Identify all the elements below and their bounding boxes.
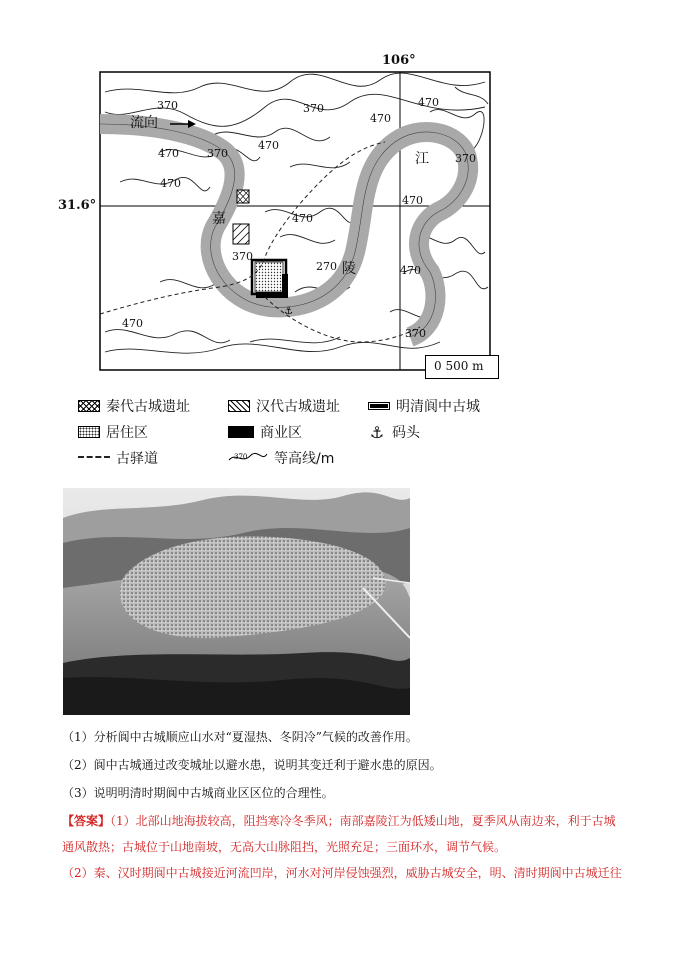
contour-label: 470 xyxy=(258,139,279,152)
answer-line-1 xyxy=(62,812,642,838)
contour-line-icon xyxy=(228,450,268,466)
contour-label: 370 xyxy=(232,250,253,263)
contour-label: 470 xyxy=(160,177,181,190)
dotted-swatch-icon xyxy=(78,426,100,438)
question-3: （3）说明明清时期阆中古城商业区区位的合理性。 xyxy=(62,786,334,800)
contour-label: 370 xyxy=(303,102,324,115)
legend-label: 汉代古城遗址 xyxy=(256,399,340,415)
legend-han-site xyxy=(228,396,340,416)
solid-swatch-icon xyxy=(228,426,254,438)
legend-label: 明清阆中古城 xyxy=(396,399,480,415)
legend-label: 秦代古城遗址 xyxy=(106,399,190,415)
legend-ming-qing-city xyxy=(368,396,480,416)
contour-label: 470 xyxy=(418,96,439,109)
longitude-label: 106° xyxy=(382,53,416,68)
contour-label: 470 xyxy=(402,194,423,207)
legend-contour xyxy=(228,448,334,468)
contour-label: 370 xyxy=(405,327,426,340)
legend-label: 居住区 xyxy=(106,425,148,441)
legend-residential xyxy=(78,422,148,442)
answer-line-2: 通风散热；古城位于山地南坡，无高大山脉阻挡，光照充足；三面环水，调节气候。 xyxy=(62,840,507,854)
legend-label: 码头 xyxy=(392,425,420,441)
legend-label: 等高线/m xyxy=(274,451,335,467)
flow-direction-label: 流向 xyxy=(130,115,158,131)
scale-bar xyxy=(425,355,499,379)
topographic-map xyxy=(60,52,520,382)
question-2: （2）阆中古城通过改变城址以避水患，说明其变迁利于避水患的原因。 xyxy=(62,758,442,772)
river-char-ling: 陵 xyxy=(342,261,356,277)
scale-label: 0 500 m xyxy=(434,359,484,373)
question-1: （1）分析阆中古城顺应山水对“夏湿热、冬阴冷”气候的改善作用。 xyxy=(62,730,418,744)
hatch-swatch-icon xyxy=(228,400,250,412)
legend-label: 古驿道 xyxy=(116,451,158,467)
map-drawing xyxy=(60,52,520,382)
latitude-label: 31.6° xyxy=(58,198,97,213)
answer-text: （1）北部山地海拔较高，阻挡寒冷冬季风；南部嘉陵江为低矮山地，夏季风从南边来，利于古城 xyxy=(110,814,616,828)
river-char-jiang: 江 xyxy=(415,151,429,167)
contour-label: 370 xyxy=(157,99,178,112)
crosshatch-swatch-icon xyxy=(78,400,100,412)
contour-label: 470 xyxy=(400,264,421,277)
thick-line-swatch-icon xyxy=(368,402,390,410)
river-char-jia: 嘉 xyxy=(212,211,226,227)
legend-dock xyxy=(368,422,420,442)
answer-label: 【答案】 xyxy=(62,814,111,828)
contour-label: 470 xyxy=(122,317,143,330)
aerial-photo xyxy=(63,488,410,715)
question-list xyxy=(62,728,642,812)
answer-block xyxy=(62,812,642,890)
legend-label: 商业区 xyxy=(260,425,302,441)
anchor-icon: ⚓ xyxy=(369,422,385,442)
legend-post-road xyxy=(78,448,158,468)
contour-label: 270 xyxy=(316,260,337,273)
contour-label: 470 xyxy=(292,212,313,225)
svg-text:⚓: ⚓ xyxy=(284,306,293,317)
dashed-line-icon xyxy=(78,456,110,460)
legend-qin-site xyxy=(78,396,190,416)
contour-label: 370 xyxy=(207,147,228,160)
legend-commercial xyxy=(228,422,302,442)
contour-label: 370 xyxy=(455,152,476,165)
answer-line-3: （2）秦、汉时期阆中古城接近河流凹岸，河水对河岸侵蚀强烈，威胁古城安全，明、清时期阆中古城迁往 xyxy=(62,866,622,880)
contour-label: 470 xyxy=(158,147,179,160)
contour-label: 470 xyxy=(370,112,391,125)
contour-sample-label: 370 xyxy=(234,453,248,461)
